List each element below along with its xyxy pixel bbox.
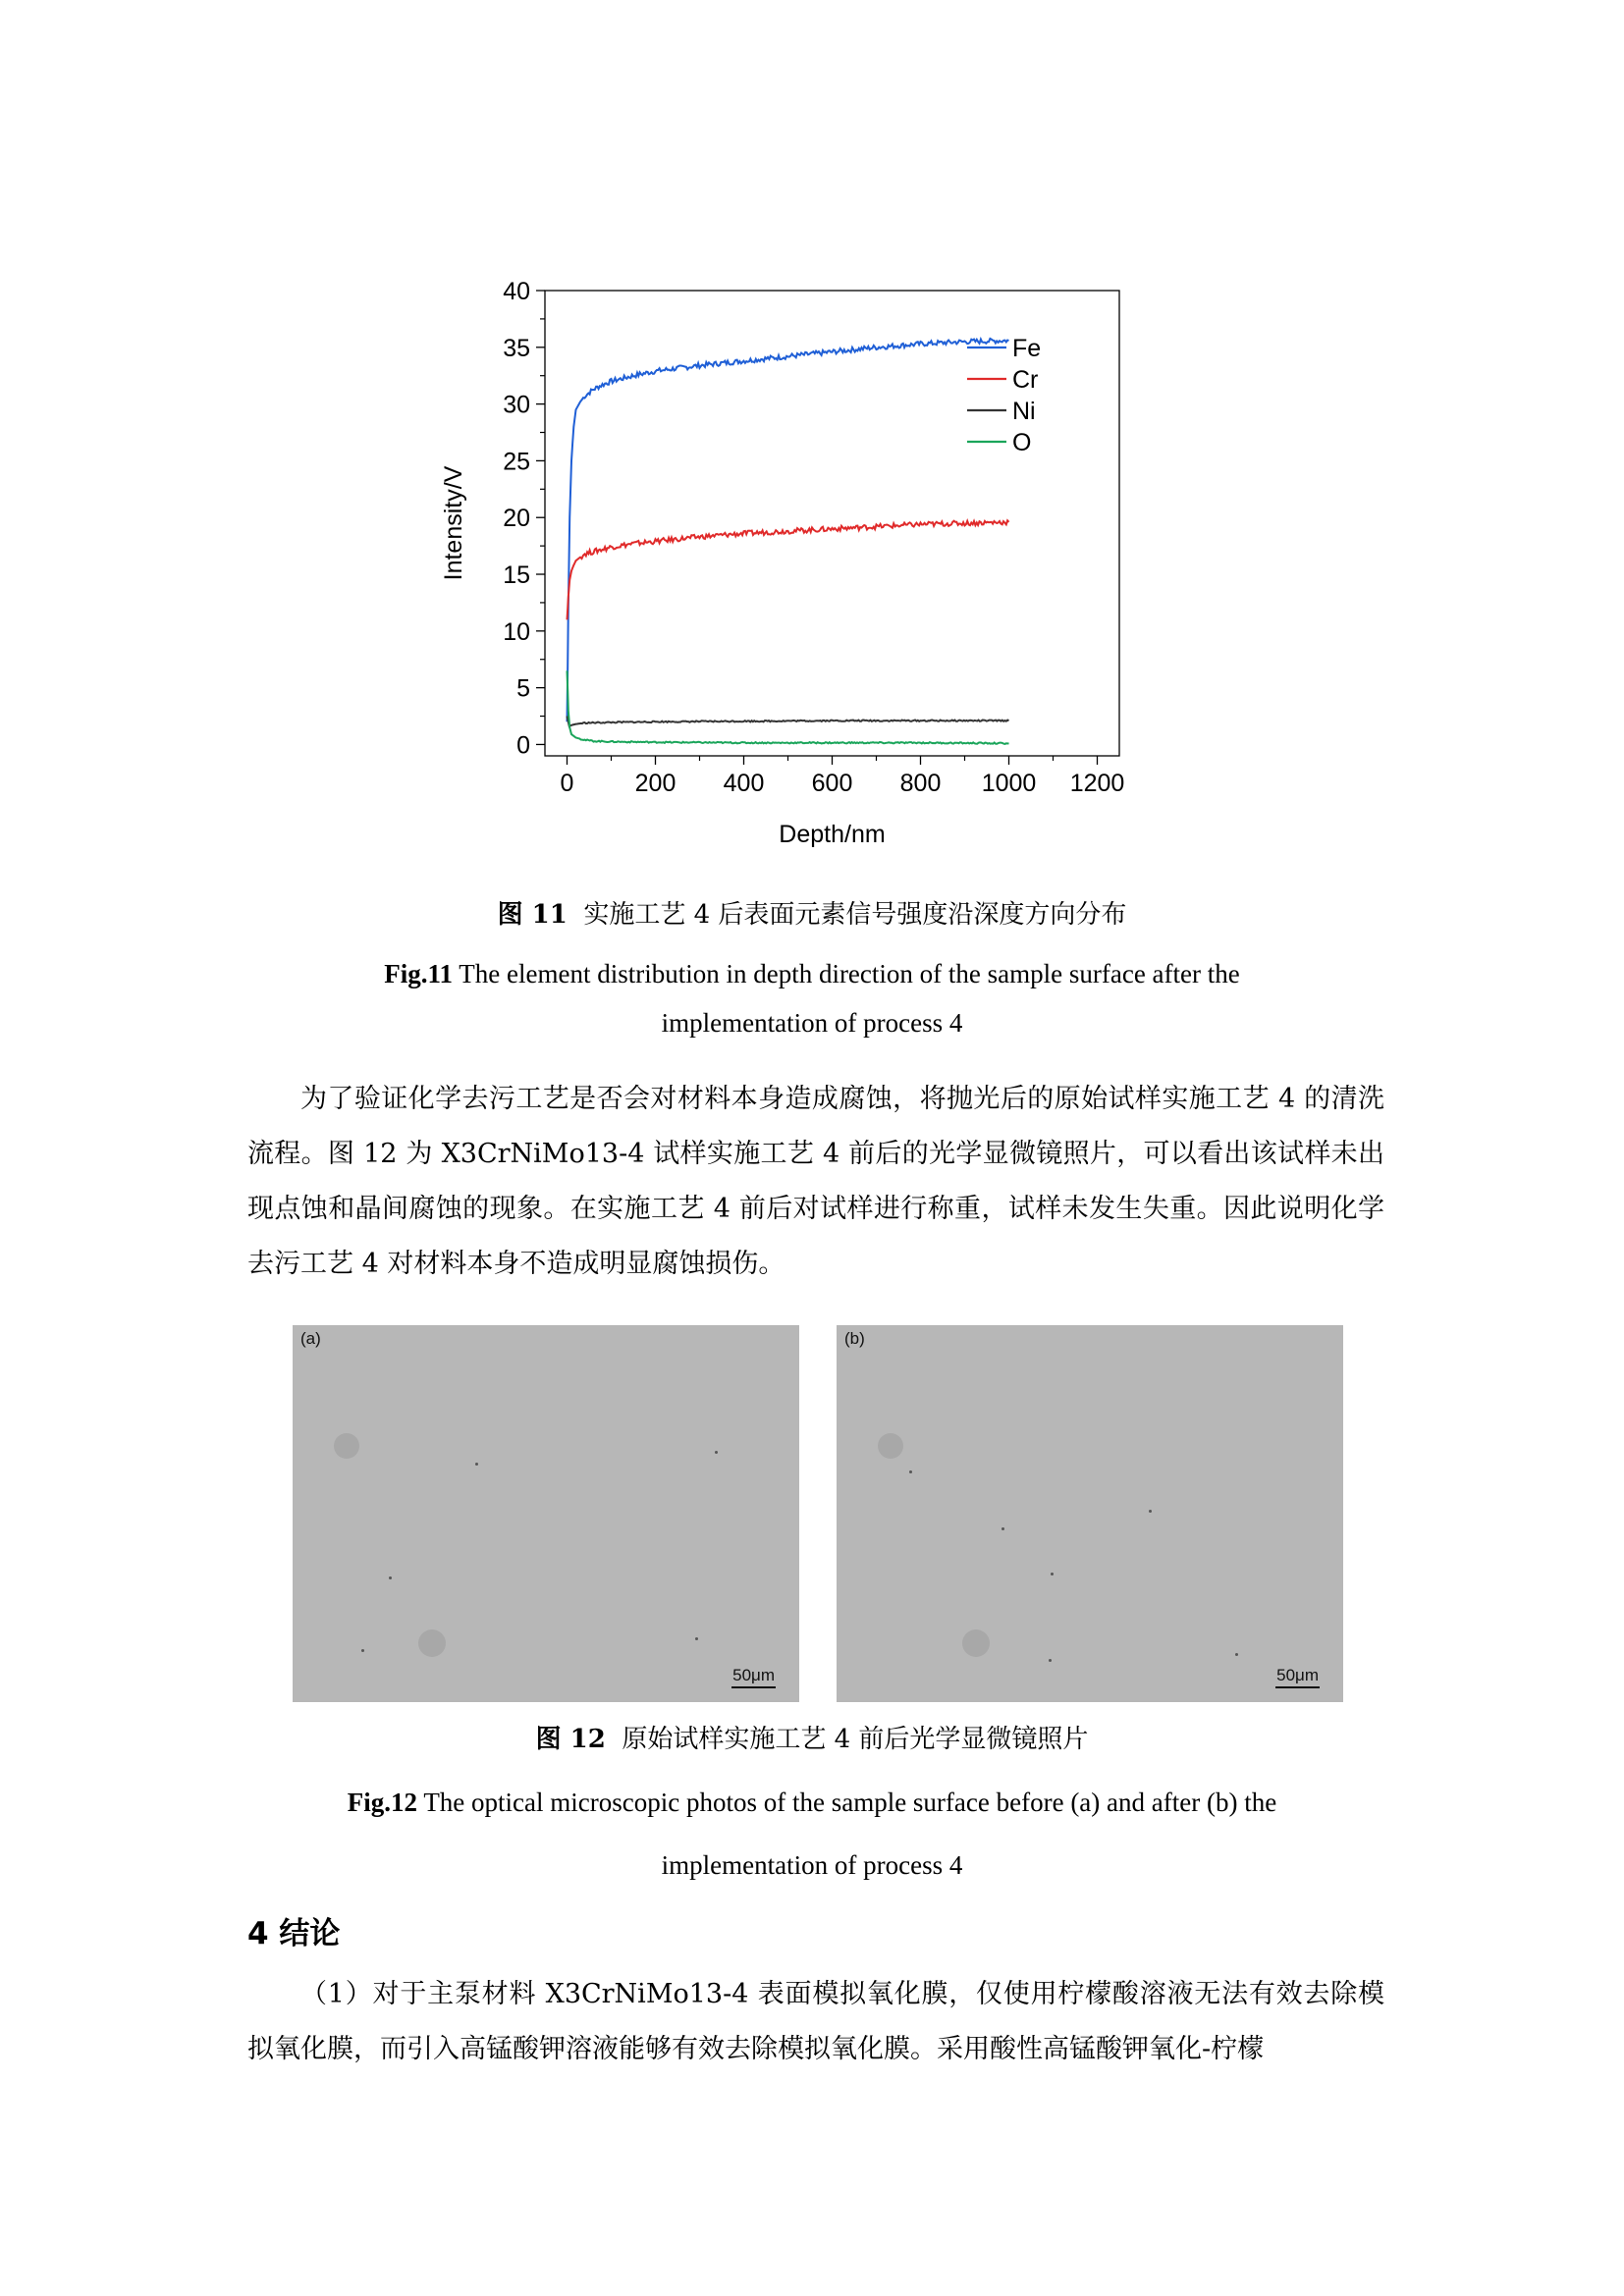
y-tick-label: 30	[503, 391, 530, 419]
legend-label-o: O	[1012, 429, 1032, 456]
y-tick-label: 20	[503, 505, 530, 533]
micrograph-a	[293, 1325, 799, 1702]
fig12-text-cn: 原始试样实施工艺 4 前后光学显微镜照片	[622, 1725, 1089, 1754]
surface-dot	[1051, 1573, 1054, 1575]
x-tick-label: 600	[811, 770, 853, 797]
y-tick-label: 0	[516, 731, 530, 760]
depth-profile-chart	[432, 265, 1178, 854]
fig11-label-cn: 图 11	[497, 900, 568, 930]
surface-dot	[715, 1451, 718, 1454]
y-tick-label: 10	[503, 617, 530, 646]
fig11-caption-en-line1	[0, 956, 1624, 991]
x-tick-label: 1000	[981, 770, 1037, 797]
x-tick-label: 0	[560, 770, 574, 797]
legend-label-cr: Cr	[1012, 366, 1039, 394]
scale-bar-a: 50μm	[731, 1666, 776, 1688]
y-tick-label: 5	[516, 674, 530, 703]
fig11-text-en-1: The element distribution in depth direction of the sample surface after the	[459, 959, 1240, 988]
surface-spot	[418, 1629, 446, 1657]
fig12-caption-cn	[0, 1722, 1624, 1757]
fig12-label-en: Fig.12	[347, 1788, 418, 1817]
surface-dot	[1049, 1659, 1052, 1662]
surface-spot	[334, 1433, 359, 1459]
y-axis-label: Intensity/V	[440, 465, 467, 581]
x-axis-label: Depth/nm	[779, 821, 886, 848]
series-line-o	[568, 670, 1009, 744]
surface-spot	[878, 1433, 903, 1459]
micrograph-b-label: (b)	[844, 1329, 865, 1348]
surface-dot	[1149, 1510, 1152, 1513]
fig12-caption-en-line1	[0, 1785, 1624, 1820]
surface-dot	[909, 1470, 912, 1473]
surface-dot	[475, 1463, 478, 1466]
x-tick-label: 1200	[1069, 770, 1125, 797]
fig11-label-en: Fig.11	[384, 959, 453, 988]
surface-spot	[962, 1629, 990, 1657]
body-paragraph-2: （1）对于主泵材料 X3CrNiMo13-4 表面模拟氧化膜，仅使用柠檬酸溶液无法有效去除模拟氧化膜，而引入高锰酸钾溶液能够有效去除模拟氧化膜。采用酸性高锰酸钾氧化-柠檬	[247, 1979, 1384, 2064]
fig12-text-en-2: implementation of process 4	[661, 1850, 963, 1880]
y-tick-label: 35	[503, 334, 530, 362]
surface-dot	[389, 1576, 392, 1579]
fig11-text-cn: 实施工艺 4 后表面元素信号强度沿深度方向分布	[583, 900, 1127, 930]
x-tick-label: 200	[634, 770, 677, 797]
section-title-conclusion: 4 结论	[247, 1916, 341, 1951]
fig12-caption-en-line2	[0, 1847, 1624, 1883]
micrograph-b	[837, 1325, 1343, 1702]
fig12-text-en-1: The optical microscopic photos of the sample surface before (a) and after (b) the	[423, 1788, 1277, 1817]
legend-label-fe: Fe	[1012, 335, 1042, 362]
surface-dot	[1001, 1527, 1004, 1530]
series-line-ni	[568, 717, 1009, 726]
x-tick-label: 400	[723, 770, 765, 797]
legend-label-ni: Ni	[1012, 398, 1036, 425]
fig11-text-en-2: implementation of process 4	[661, 1008, 963, 1038]
series-line-cr	[568, 520, 1009, 619]
y-tick-label: 15	[503, 561, 530, 590]
micrograph-a-label: (a)	[300, 1329, 321, 1348]
fig11-caption-cn	[0, 897, 1624, 933]
body-paragraph-1: 为了验证化学去污工艺是否会对材料本身造成腐蚀，将抛光后的原始试样实施工艺 4 的清洗流程。图 12 为 X3CrNiMo13-4 试样实施工艺 4 前后的光学显微镜照片，可以看出该试样未出现点蚀和晶间腐蚀的现象。在实施工艺 4 前后对试样进行称重，试样未发生失重。因此说明化学去污工艺 4 对材料本身不造成明显腐蚀损伤。	[247, 1084, 1384, 1279]
chart-svg	[432, 265, 1178, 854]
fig11-caption-en-line2	[0, 1005, 1624, 1041]
surface-dot	[361, 1649, 364, 1652]
surface-dot	[1235, 1653, 1238, 1656]
y-tick-label: 40	[503, 278, 530, 305]
scale-bar-b: 50μm	[1275, 1666, 1320, 1688]
x-tick-label: 800	[899, 770, 942, 797]
surface-dot	[695, 1637, 698, 1640]
fig12-label-cn: 图 12	[535, 1725, 606, 1754]
y-tick-label: 25	[503, 448, 530, 476]
